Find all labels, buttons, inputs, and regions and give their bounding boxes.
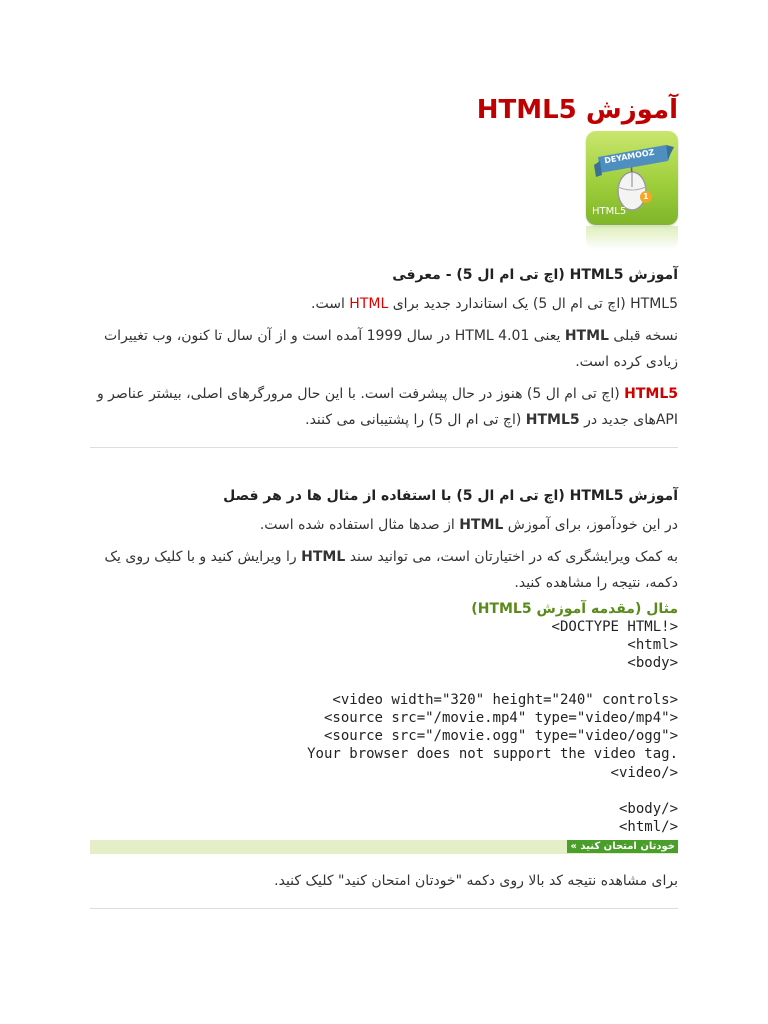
section-heading-intro: آموزش HTML5 (اچ تی ام ال 5) - معرفی bbox=[392, 267, 678, 283]
text: در این خودآموز، برای آموزش bbox=[503, 517, 678, 533]
divider bbox=[90, 447, 678, 448]
text: HTML5 (اچ تی ام ال 5) یک استاندارد جدید برای bbox=[388, 296, 678, 312]
logo-container bbox=[90, 131, 678, 251]
paragraph-try-hint: برای مشاهده نتیجه کد بالا روی دکمه "خودتان امتحان کنید" کلیک کنید. bbox=[274, 873, 678, 890]
text: (اچ تی ام ال 5) را پشتیبانی می کنند. bbox=[305, 412, 526, 428]
paragraph-intro-3 bbox=[90, 381, 678, 433]
logo-brand: DEYAMOOZ bbox=[603, 147, 656, 166]
logo-label: HTML5 bbox=[592, 206, 627, 217]
text: را ویرایش کنید و با کلیک روی یک دکمه، نتیجه را مشاهده کنید. bbox=[104, 549, 678, 591]
text-bold: HTML5 bbox=[525, 412, 580, 428]
paragraph-examples-2 bbox=[90, 544, 678, 596]
text-highlight: HTML5 bbox=[624, 386, 678, 402]
try-it-bar bbox=[90, 840, 678, 854]
text-bold: HTML bbox=[459, 517, 504, 533]
text: است. bbox=[311, 296, 350, 312]
text-bold: HTML bbox=[564, 328, 609, 344]
article bbox=[90, 0, 678, 909]
logo-badge: 1 bbox=[643, 192, 649, 201]
divider bbox=[90, 908, 678, 909]
paragraph-intro-1 bbox=[90, 291, 678, 317]
text: (اچ تی ام ال 5) هنوز در حال پیشرفت است. با این حال مرورگرهای اصلی، بیشتر عناصر و APIهای جدید در bbox=[96, 386, 678, 428]
example-title: مثال (مقدمه آموزش HTML5) bbox=[471, 601, 678, 617]
paragraph-intro-2 bbox=[90, 323, 678, 375]
page-title: آموزش HTML5 bbox=[476, 95, 678, 125]
logo-reflection bbox=[586, 226, 678, 250]
text: به کمک ویرایشگری که در اختیارتان است، می توانید سند bbox=[345, 549, 678, 565]
section-heading-examples: آموزش HTML5 (اچ تی ام ال 5) با استفاده از مثال ها در هر فصل bbox=[223, 488, 678, 504]
html-link[interactable]: HTML bbox=[349, 296, 389, 312]
text: نسخه قبلی bbox=[608, 328, 678, 344]
text: یعنی HTML 4.01 در سال 1999 آمده است و از آن سال تا کنون، وب تغییرات زیادی کرده است. bbox=[104, 328, 678, 370]
code-example: <!DOCTYPE HTML> <html> <body> <video width="320" height="240" controls> <"source src="/movie.mp4" type="video/mp4> <"source src="/movie.ogg" type="video/ogg> .Your browser does not support the video tag </video> </body> </html> bbox=[307, 619, 678, 836]
try-it-yourself-button[interactable]: خودتان امتحان کنید » bbox=[567, 840, 678, 853]
paragraph-examples-1 bbox=[90, 512, 678, 538]
text-bold: HTML bbox=[301, 549, 346, 565]
html5-logo bbox=[586, 131, 678, 225]
text: از صدها مثال استفاده شده است. bbox=[259, 517, 460, 533]
